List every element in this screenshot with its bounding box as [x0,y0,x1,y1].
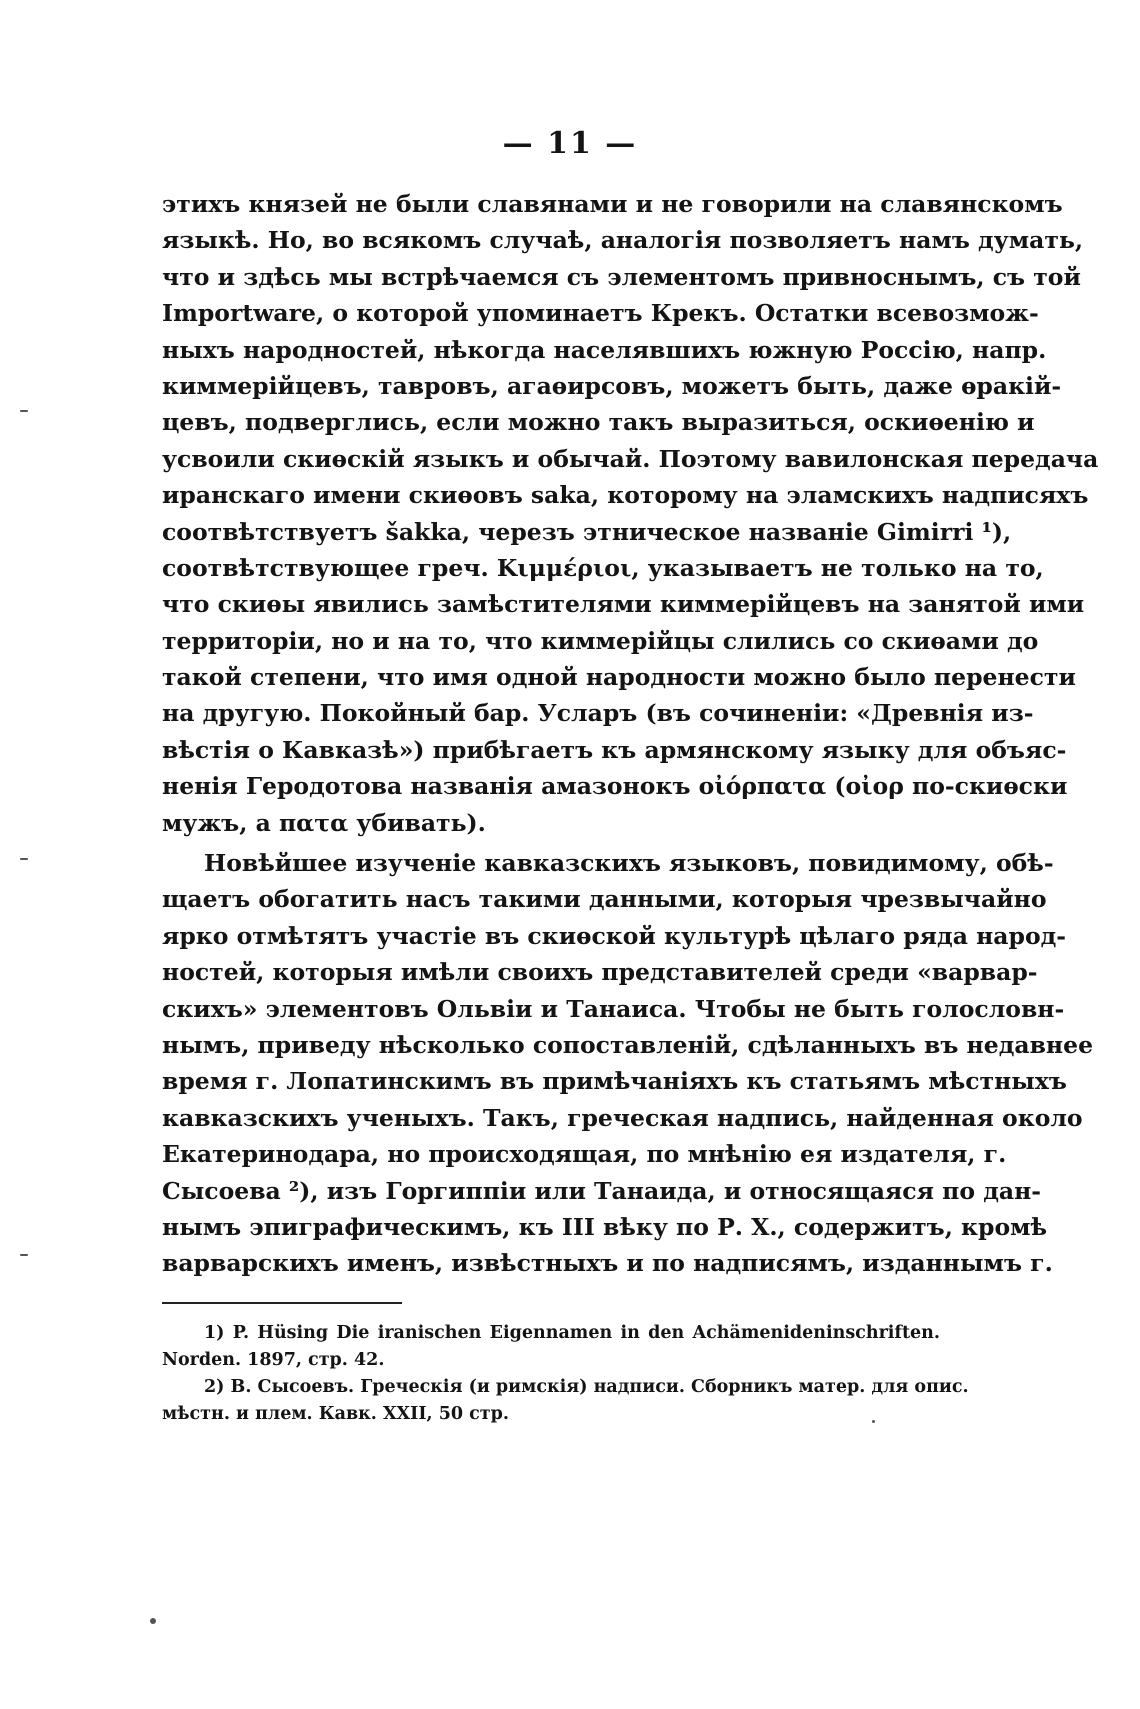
text-line: что скиѳы явились замѣстителями киммерійцевъ на занятой ими [162,590,1085,619]
text-line: ненія Геродотова названія амазонокъ οἰόρπατα (οἰορ по-скиѳски [162,772,1068,801]
text-line: нымъ, приведу нѣсколько сопоставленій, сдѣланныхъ въ недавнее [162,1030,1094,1059]
text-line: ныхъ народностей, нѣкогда населявшихъ южную Россію, напр. [162,335,1047,364]
footnote-line: 2) В. Сысоевъ. Греческія (и римскія) надписи. Сборникъ матер. для опис. [204,1377,969,1397]
text-line: такой степени, что имя одной народности можно было перенести [162,663,1076,692]
text-line: время г. Лопатинскимъ въ примѣчаніяхъ къ статьямъ мѣстныхъ [162,1067,1067,1096]
text-line: Новѣйшее изученіе кавказскихъ языковъ, повидимому, обѣ- [204,849,1054,877]
text-line: что и здѣсь мы встрѣчаемся съ элементомъ привноснымъ, съ той [162,262,1081,291]
text-line: на другую. Покойный бар. Усларъ (въ сочиненіи: «Древнія из- [162,699,1034,728]
text-line: мужъ, а πατα убивать). [162,808,486,837]
text-line: цевъ, подверглись, если можно такъ выразиться, оскиѳенію и [162,408,1035,437]
text-line: территоріи, но и на то, что киммерійцы слились со скиѳами до [162,626,1039,655]
text-line: усвоили скиѳскій языкъ и обычай. Поэтому вавилонская передача [162,444,1099,473]
text-line: кавказскихъ ученыхъ. Такъ, греческая надпись, найденная около [162,1103,1083,1132]
text-line: нымъ эпиграфическимъ, къ III вѣку по Р. Х., содержитъ, кромѣ [162,1212,1048,1241]
text-line: языкѣ. Но, во всякомъ случаѣ, аналогія позволяетъ намъ думать, [162,226,1084,255]
text-line: Екатеринодара, но происходящая, по мнѣнію ея издателя, г. [162,1140,1007,1169]
text-line: иранскаго имени скиѳовъ saka, которому на эламскихъ надписяхъ [162,481,1089,510]
text-line: соотвѣтствующее греч. Κιμμέριοι, указываетъ не только на то, [162,553,1044,582]
footnote-divider [162,1302,402,1304]
text-line: щаетъ обогатить насъ такими данными, которыя чрезвычайно [162,885,1047,914]
text-line: этихъ князей не были славянами и не говорили на славянскомъ [162,190,1063,218]
text-line: киммерійцевъ, тавровъ, агаѳирсовъ, можетъ быть, даже ѳракій- [162,371,1062,400]
scan-speck [20,1254,28,1256]
footnote-line: 1) P. Hüsing Die iranischen Eigennamen in den Achämenideninschriften. [204,1323,940,1343]
paragraph-2 [162,845,1094,1282]
scan-speck [20,410,28,412]
footnote-line: Norden. 1897, стр. 42. [162,1350,385,1370]
footnote-line: мѣстн. и плем. Кавк. XXII, 50 стр. [162,1404,509,1424]
paragraph-1 [162,186,1099,841]
text-line: Importware, о которой упоминаетъ Крекъ. Остатки всевозмож- [162,299,1039,328]
footnotes [162,1320,969,1428]
text-line: вѣстія о Кавказѣ») прибѣгаетъ къ армянскому языку для объяс- [162,735,1067,764]
text-line: скихъ» элементовъ Ольвіи и Танаиса. Чтобы не быть голословн- [162,994,1065,1023]
text-line: ностей, которыя имѣли своихъ представителей среди «варвар- [162,958,1038,987]
text-line: соотвѣтствуетъ šakka, черезъ этническое названіе Gimirri ¹), [162,517,1012,546]
scan-speck [872,1420,875,1423]
scan-speck [150,1618,156,1624]
page-number: — 11 — [502,126,638,161]
text-line: ярко отмѣтятъ участіе въ скиѳской культурѣ цѣлаго ряда народ- [162,921,1067,950]
scan-speck [20,858,28,860]
text-line: варварскихъ именъ, извѣстныхъ и по надписямъ, изданнымъ г. [162,1249,1053,1278]
text-line: Сысоева ²), изъ Горгиппіи или Танаида, и относящаяся по дан- [162,1176,1042,1205]
